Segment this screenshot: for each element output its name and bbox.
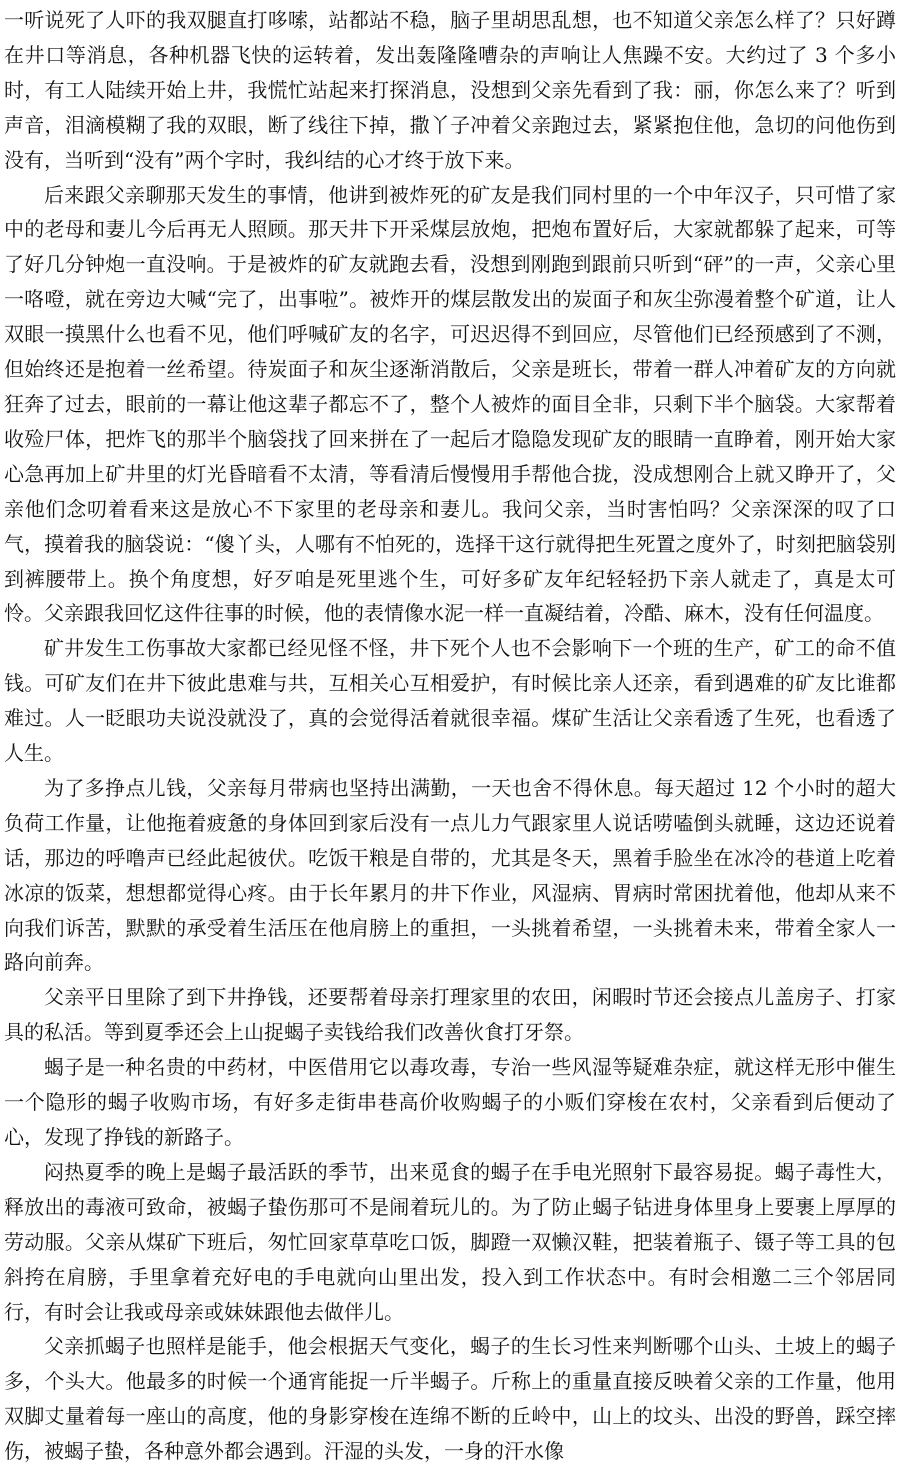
paragraph-3: 矿井发生工伤事故大家都已经见怪不怪，井下死个人也不会影响下一个班的生产，矿工的命不值钱。可矿友们在井下彼此患难与共，互相关心互相爱护，有时候比亲人还亲，看到遇难的矿友比谁都难过。人一眨眼功夫说没就没了，真的会觉得活着就很幸福。煤矿生活让父亲看透了生死，也看透了人生。 — [4, 636, 896, 766]
paragraph-1: 一听说死了人吓的我双腿直打哆嗦，站都站不稳，脑子里胡思乱想，也不知道父亲怎么样了？只好蹲在井口等消息，各种机器飞快的运转着，发出轰隆隆嘈杂的声响让人焦躁不安。大约过了 3 个多小时，有工人陆续开始上井，我慌忙站起来打探消息，没想到父亲先看到了我：丽，你怎么来了？听到声音，泪滴模糊了我的双眼，断了线往下掉，撒丫子冲着父亲跑过去，紧紧抱住他，急切的问他伤到没有，当听到“没有”两个字时，我纠结的心才终于放下来。 — [4, 8, 896, 172]
paragraph-8: 父亲抓蝎子也照样是能手，他会根据天气变化，蝎子的生长习性来判断哪个山头、土坡上的蝎子多，个头大。他最多的时候一个通宵能捉一斤半蝎子。斤称上的重量直接反映着父亲的工作量，他用双脚丈量着每一座山的高度，他的身影穿梭在连绵不断的丘岭中，山上的坟头、出没的野兽，踩空摔伤，被蝎子蛰，各种意外都会遇到。汗湿的头发，一身的汗水像 — [4, 1334, 896, 1464]
paragraph-6: 蝎子是一种名贵的中药材，中医借用它以毒攻毒，专治一些风湿等疑难杂症，就这样无形中催生一个隐形的蝎子收购市场，有好多走街串巷高价收购蝎子的小贩们穿梭在农村，父亲看到后便动了心，发现了挣钱的新路子。 — [4, 1055, 896, 1149]
paragraph-5: 父亲平日里除了到下井挣钱，还要帮着母亲打理家里的农田，闲暇时节还会接点儿盖房子、打家具的私活。等到夏季还会上山捉蝎子卖钱给我们改善伙食打牙祭。 — [4, 985, 896, 1045]
paragraph-2: 后来跟父亲聊那天发生的事情，他讲到被炸死的矿友是我们同村里的一个中年汉子，只可惜了家中的老母和妻儿今后再无人照顾。那天井下开采煤层放炮，把炮布置好后，大家就都躲了起来，可等了好几分钟炮一直没响。于是被炸的矿友就跑去看，没想到刚跑到跟前只听到“砰”的一声，父亲心里一咯噔，就在旁边大喊“完了，出事啦”。被炸开的煤层散发出的炭面子和灰尘弥漫着整个矿道，让人双眼一摸黑什么也看不见，他们呼喊矿友的名字，可迟迟得不到回应，尽管他们已经预感到了不测，但始终还是抱着一丝希望。待炭面子和灰尘逐渐消散后，父亲是班长，带着一群人冲着矿友的方向就狂奔了过去，眼前的一幕让他这辈子都忘不了，整个人被炸的面目全非，只剩下半个脑袋。大家帮着收殓尸体，把炸飞的那半个脑袋找了回来拼在了一起后才隐隐发现矿友的眼睛一直睁着，刚开始大家心急再加上矿井里的灯光昏暗看不太清，等看清后慢慢用手帮他合拢，没成想刚合上就又睁开了，父亲他们念叨着看来这是放心不下家里的老母亲和妻儿。我问父亲，当时害怕吗？父亲深深的叹了口气，摸着我的脑袋说：“傻丫头，人哪有不怕死的，选择干这行就得把生死置之度外了，时刻把脑袋别到裤腰带上。换个角度想，好歹咱是死里逃个生，可好多矿友年纪轻轻扔下亲人就走了，真是太可怜。父亲跟我回忆这件往事的时候，他的表情像水泥一样一直凝结着，冷酷、麻木，没有任何温度。 — [4, 182, 896, 626]
paragraph-4: 为了多挣点儿钱，父亲每月带病也坚持出满勤，一天也舍不得休息。每天超过 12 个小时的超大负荷工作量，让他拖着疲惫的身体回到家后没有一点儿力气跟家里人说话唠嗑倒头就睡，这边还说着话，那边的呼噜声已经此起彼伏。吃饭干粮是自带的，尤其是冬天，黑着手脸坐在冰冷的巷道上吃着冰凉的饭菜，想想都觉得心疼。由于长年累月的井下作业，风湿病、胃病时常困扰着他，他却从来不向我们诉苦，默默的承受着生活压在他肩膀上的重担，一头挑着希望，一头挑着未来，带着全家人一路向前奔。 — [4, 775, 896, 975]
paragraph-7: 闷热夏季的晚上是蝎子最活跃的季节，出来觅食的蝎子在手电光照射下最容易捉。蝎子毒性大，释放出的毒液可致命，被蝎子蛰伤那可不是闹着玩儿的。为了防止蝎子钻进身体里身上要裹上厚厚的劳动服。父亲从煤矿下班后，匆忙回家草草吃口饭，脚蹬一双懒汉鞋，把装着瓶子、镊子等工具的包斜挎在肩膀，手里拿着充好电的手电就向山里出发，投入到工作状态中。有时会相邀二三个邻居同行，有时会让我或母亲或妹妹跟他去做伴儿。 — [4, 1159, 896, 1324]
